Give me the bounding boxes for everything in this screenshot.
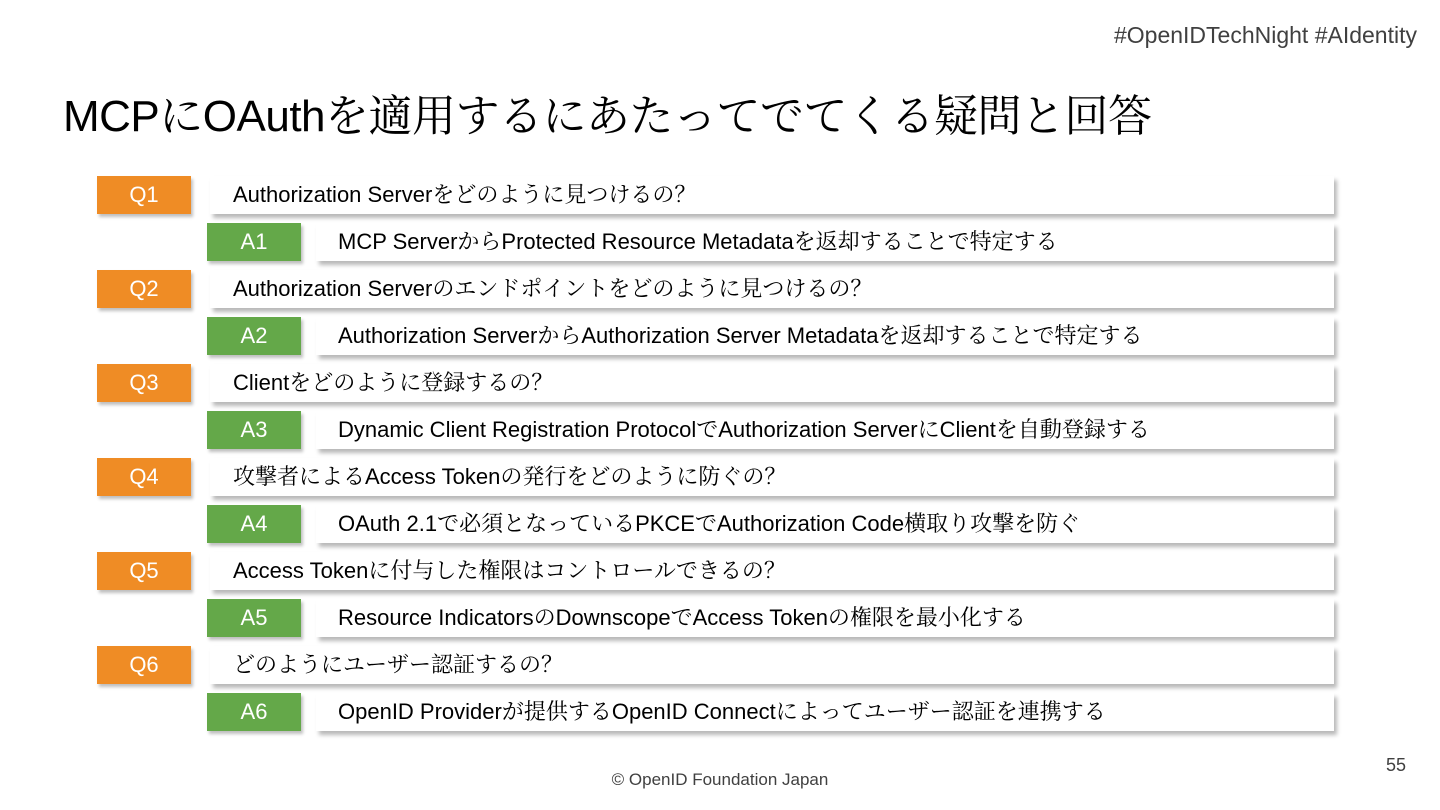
answer-badge: A3	[207, 411, 301, 449]
question-row	[0, 552, 1440, 590]
question-badge: Q4	[97, 458, 191, 496]
hashtags: #OpenIDTechNight #AIdentity	[1113, 22, 1417, 48]
answer-badge: A2	[207, 317, 301, 355]
answer-row	[0, 693, 1440, 731]
answer-text: OAuth 2.1で必須となっているPKCEでAuthorization Code横取り攻撃を防ぐ	[338, 511, 1081, 536]
answer-text: Resource IndicatorsのDownscopeでAccess Tokenの権限を最小化する	[338, 605, 1026, 630]
question-text: Clientをどのように登録するの？	[233, 370, 554, 395]
question-badge: Q3	[97, 364, 191, 402]
answer-text: Authorization ServerからAuthorization Server Metadataを返却することで特定する	[338, 323, 1143, 348]
answer-row	[0, 317, 1440, 355]
answer-badge: A1	[207, 223, 301, 261]
question-text: 攻撃者によるAccess Tokenの発行をどのように防ぐの？	[233, 464, 787, 489]
answer-row	[0, 505, 1440, 543]
question-text: Authorization Serverのエンドポイントをどのように見つけるの？	[233, 276, 873, 301]
page-number: 55	[1385, 755, 1406, 775]
question-row	[0, 176, 1440, 214]
question-text: どのようにユーザー認証するの？	[233, 652, 564, 677]
question-badge: Q6	[97, 646, 191, 684]
answer-row	[0, 223, 1440, 261]
question-badge: Q2	[97, 270, 191, 308]
question-row	[0, 270, 1440, 308]
slide-title: MCPにOAuthを適用するにあたってでてくる疑問と回答	[63, 92, 1152, 141]
answer-row	[0, 411, 1440, 449]
question-row	[0, 364, 1440, 402]
question-row	[0, 646, 1440, 684]
answer-text: MCP ServerからProtected Resource Metadataを返却することで特定する	[338, 229, 1058, 254]
answer-row	[0, 599, 1440, 637]
answer-text: OpenID Providerが提供するOpenID Connectによってユーザー認証を連携する	[338, 699, 1106, 724]
question-text: Authorization Serverをどのように見つけるの？	[233, 182, 697, 207]
question-badge: Q1	[97, 176, 191, 214]
question-row	[0, 458, 1440, 496]
footer-copyright: © OpenID Foundation Japan	[611, 770, 829, 789]
answer-badge: A6	[207, 693, 301, 731]
answer-text: Dynamic Client Registration ProtocolでAuthorization ServerにClientを自動登録する	[338, 417, 1150, 442]
answer-badge: A4	[207, 505, 301, 543]
answer-badge: A5	[207, 599, 301, 637]
question-badge: Q5	[97, 552, 191, 590]
question-text: Access Tokenに付与した権限はコントロールできるの？	[233, 558, 786, 583]
